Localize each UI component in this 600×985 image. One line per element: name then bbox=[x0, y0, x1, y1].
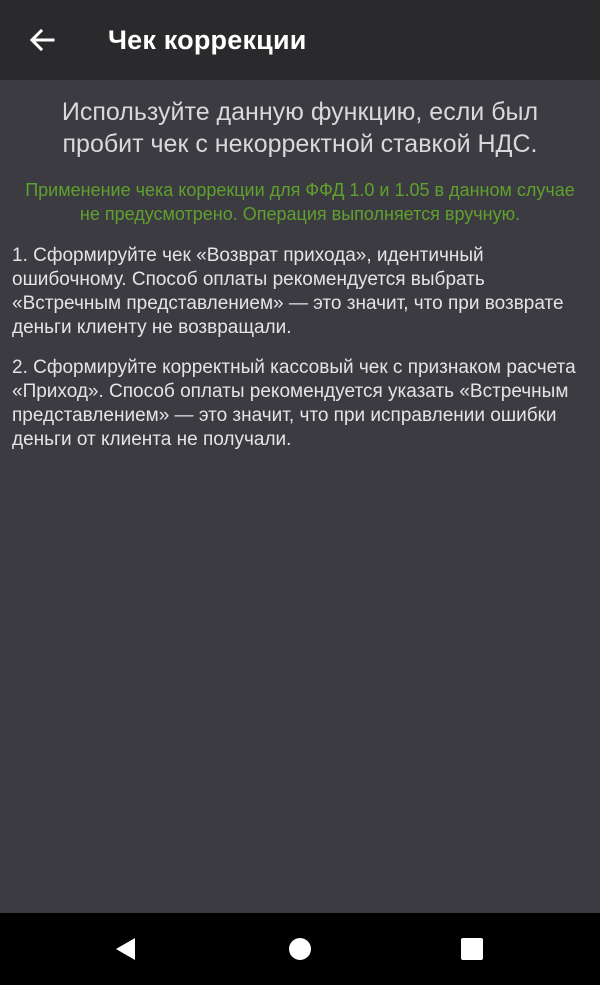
page-title: Чек коррекции bbox=[108, 25, 307, 55]
step-2-text: 2. Сформируйте корректный кассовый чек с признаком расчета «Приход». Способ оплаты рекомендуется указать «Встречным представлением» — это значит, что при исправлении ошибки деньги от клиента не получали. bbox=[12, 357, 576, 450]
back-button[interactable] bbox=[20, 18, 64, 62]
nav-back-button[interactable] bbox=[86, 913, 166, 985]
app-bar bbox=[0, 0, 600, 80]
headline-text: Используйте данную функцию, если был пробит чек с некорректной ставкой НДС. bbox=[61, 98, 539, 158]
system-nav-bar bbox=[0, 913, 600, 985]
step-1-text: 1. Сформируйте чек «Возврат прихода», идентичный ошибочному. Способ оплаты рекомендуется выбрать «Встречным представлением» — это значит, что при возврате деньги клиенту не возвращали. bbox=[12, 245, 564, 338]
triangle-back-icon bbox=[113, 936, 139, 962]
nav-home-button[interactable] bbox=[260, 913, 340, 985]
nav-recents-button[interactable] bbox=[432, 913, 512, 985]
arrow-left-icon bbox=[28, 26, 56, 54]
circle-home-icon bbox=[287, 936, 313, 962]
warning-text: Применение чека коррекции для ФФД 1.0 и 1.05 в данном случае не предусмотрено. Операция выполняется вручную. bbox=[25, 180, 575, 224]
square-recents-icon bbox=[459, 936, 485, 962]
content-area bbox=[0, 80, 600, 913]
